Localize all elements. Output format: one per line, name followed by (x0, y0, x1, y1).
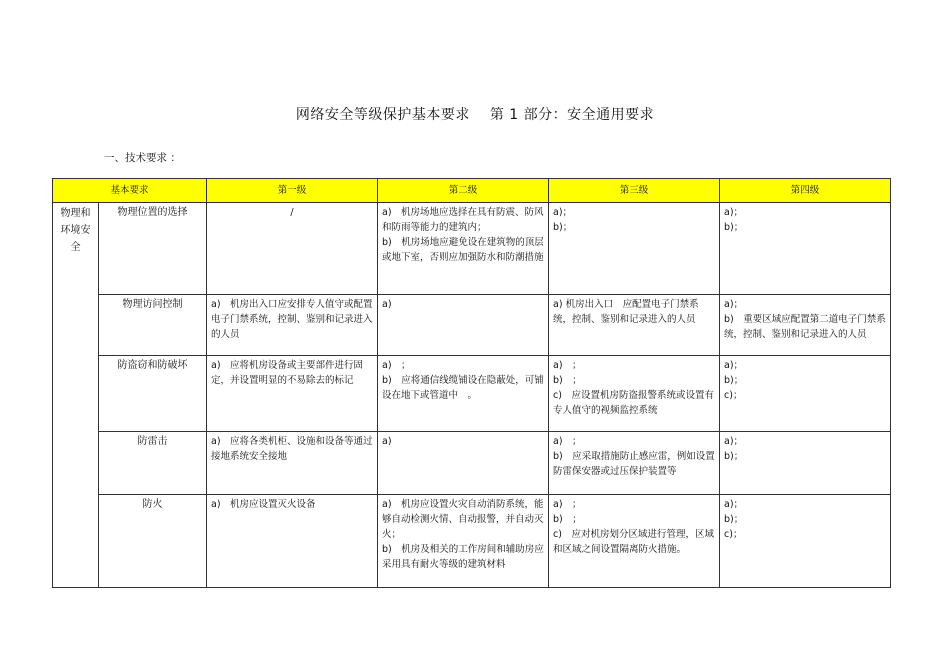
level1-text: a) 应将机房设备或主要部件进行固定，并设置明显的不易除去的标记 (211, 360, 364, 386)
level2-cell (378, 356, 549, 432)
table-row (53, 356, 891, 432)
level4-text: a)； (724, 499, 744, 510)
level2-cell (378, 495, 549, 588)
section-heading: 一、技术要求 ： (104, 152, 181, 164)
level1-text: a) 机房出入口应安排专人值守或配置电子门禁系统，控制、鉴别和记录进入的人员 (211, 299, 373, 340)
document-title-main: 网络安全等级保护基本要求 (295, 107, 470, 123)
level3-text: a) 机房出入口 应配置电子门禁系统，控制、鉴别和记录进入的人员 (553, 299, 699, 325)
item-cell: 防雷击 (99, 432, 207, 495)
header-level-1: 第一级 (207, 179, 378, 203)
level2-text: a) (382, 299, 392, 310)
level1-text: a) 机房应设置灭火设备 (211, 499, 316, 510)
level4-cell (720, 432, 891, 495)
level3-text: b) ； (553, 375, 582, 386)
level4-text: a)； (724, 436, 744, 447)
requirements-table (52, 178, 891, 588)
level3-text: c) 应对机房划分区域进行管理，区域和区域之间设置隔离防火措施。 (553, 529, 714, 555)
level4-text: b)； (724, 514, 744, 525)
level4-cell (720, 495, 891, 588)
level1-cell (207, 495, 378, 588)
document-title (0, 104, 950, 124)
item-cell: 物理位置的选择 (99, 203, 207, 295)
level2-text: a) 机房场地应选择在具有防震、防风和防雨等能力的建筑内； (382, 207, 544, 233)
level2-text: a) (382, 436, 392, 447)
table-row (53, 432, 891, 495)
level3-cell (549, 356, 720, 432)
level4-text: b) 重要区域应配置第二道电子门禁系统，控制、鉴别和记录进入的人员 (724, 314, 886, 340)
level2-cell (378, 203, 549, 295)
header-basic-requirement: 基本要求 (53, 179, 207, 203)
header-level-4: 第四级 (720, 179, 891, 203)
item-cell: 防火 (99, 495, 207, 588)
level3-cell (549, 432, 720, 495)
level4-text: a)； (724, 207, 744, 218)
level4-cell (720, 203, 891, 295)
table-row (53, 203, 891, 295)
level1-text: / (290, 207, 294, 218)
level2-cell (378, 295, 549, 356)
level1-text: a) 应将各类机柜、设施和设备等通过接地系统安全接地 (211, 436, 373, 462)
level3-text: a)； (553, 207, 573, 218)
document-title-part: 第 1 部分：安全通用要求 (489, 107, 655, 123)
level4-text: b)； (724, 222, 744, 233)
level1-cell (207, 432, 378, 495)
level3-cell (549, 295, 720, 356)
level2-text: a) ； (382, 360, 411, 371)
level2-text: b) 机房场地应避免设在建筑物的顶层或地下室，否则应加强防水和防潮措施 (382, 237, 544, 263)
level4-text: a)； (724, 299, 744, 310)
level4-text: c)； (724, 390, 743, 401)
level4-text: a)； (724, 360, 744, 371)
level3-text: b)； (553, 222, 573, 233)
header-level-2: 第二级 (378, 179, 549, 203)
level3-text: a) ； (553, 360, 582, 371)
level4-cell (720, 356, 891, 432)
level2-text: b) 机房及相关的工作房间和辅助房应采用具有耐火等级的建筑材料 (382, 544, 544, 570)
header-level-3: 第三级 (549, 179, 720, 203)
level4-text: c)； (724, 529, 743, 540)
level1-cell (207, 295, 378, 356)
table-row (53, 495, 891, 588)
category-cell: 物理和环境安全 (53, 203, 99, 588)
item-cell: 物理访问控制 (99, 295, 207, 356)
level3-text: a) ； (553, 499, 582, 510)
level3-text: b) ； (553, 514, 582, 525)
level4-cell (720, 295, 891, 356)
level3-text: a) ； (553, 436, 582, 447)
item-cell: 防盗窃和防破坏 (99, 356, 207, 432)
level4-text: b)； (724, 451, 744, 462)
level3-cell (549, 203, 720, 295)
level3-text: b) 应采取措施防止感应雷，例如设置防雷保安器或过压保护装置等 (553, 451, 715, 477)
level1-cell (207, 203, 378, 295)
level2-cell (378, 432, 549, 495)
level2-text: a) 机房应设置火灾自动消防系统，能够自动检测火情、自动报警，并自动灭火； (382, 499, 544, 540)
table-row (53, 295, 891, 356)
level2-text: b) 应将通信线缆铺设在隐蔽处，可铺设在地下或管道中 。 (382, 375, 544, 401)
table-header-row (53, 179, 891, 203)
level4-text: b)； (724, 375, 744, 386)
level3-text: c) 应设置机房防盗报警系统或设置有专人值守的视频监控系统 (553, 390, 714, 416)
level3-cell (549, 495, 720, 588)
level1-cell (207, 356, 378, 432)
